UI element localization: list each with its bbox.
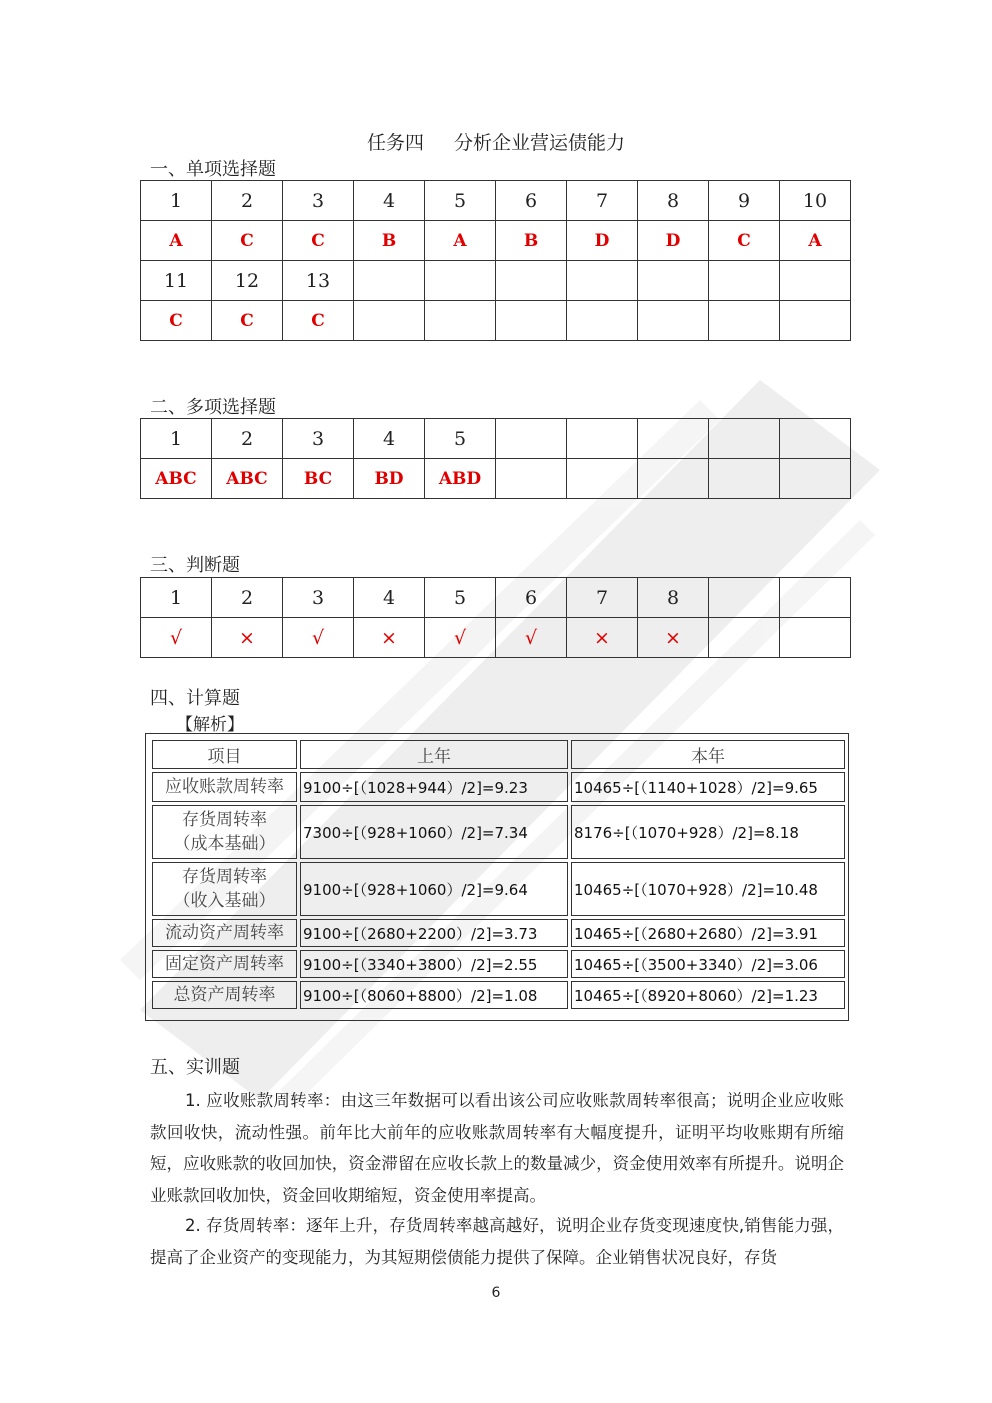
answer-cell (354, 301, 425, 341)
curr-year-value: 10465÷[（8920+8060）/2]=1.23 (571, 981, 845, 1009)
item-name: 应收账款周转率 (152, 772, 297, 802)
answer-cell: × (212, 618, 283, 658)
question-number: 4 (354, 181, 425, 221)
answer-cell: BC (283, 459, 354, 499)
curr-year-value: 8176÷[（1070+928）/2]=8.18 (571, 805, 845, 859)
section-multi-choice-title: 二、多项选择题 (150, 397, 276, 418)
answer-cell: D (638, 221, 709, 261)
answer-cell (780, 301, 851, 341)
answer-cell (709, 618, 780, 658)
prev-year-value: 9100÷[（1028+944）/2]=9.23 (300, 772, 568, 802)
answer-cell: √ (496, 618, 567, 658)
item-name: 存货周转率 （收入基础） (152, 862, 297, 916)
analysis-label: 【解析】 (176, 715, 244, 735)
multi-choice-table (140, 418, 851, 499)
page-title (0, 128, 992, 155)
table-row (152, 772, 845, 802)
answer-cell (496, 459, 567, 499)
section-single-choice-title: 一、单项选择题 (150, 159, 276, 180)
answer-cell (496, 301, 567, 341)
question-number (496, 419, 567, 459)
answer-cell: B (496, 221, 567, 261)
question-number: 3 (283, 578, 354, 618)
prev-year-value: 9100÷[（8060+8800）/2]=1.08 (300, 981, 568, 1009)
table-row (152, 981, 845, 1009)
answer-cell: C (283, 221, 354, 261)
curr-year-value: 10465÷[（3500+3340）/2]=3.06 (571, 950, 845, 978)
question-number: 1 (141, 419, 212, 459)
question-number: 8 (638, 181, 709, 221)
question-number (638, 261, 709, 301)
question-number (709, 261, 780, 301)
question-number: 4 (354, 419, 425, 459)
question-number: 8 (638, 578, 709, 618)
question-number: 13 (283, 261, 354, 301)
answer-cell: ABC (141, 459, 212, 499)
answer-cell: C (283, 301, 354, 341)
table-row (141, 419, 851, 459)
answer-cell: √ (141, 618, 212, 658)
answer-cell (425, 301, 496, 341)
item-name: 流动资产周转率 (152, 919, 297, 947)
question-number: 10 (780, 181, 851, 221)
prev-year-value: 9100÷[（3340+3800）/2]=2.55 (300, 950, 568, 978)
answer-cell: C (709, 221, 780, 261)
header-curr-year: 本年 (571, 740, 845, 769)
answer-cell (709, 301, 780, 341)
question-number: 2 (212, 578, 283, 618)
answer-cell (567, 301, 638, 341)
table-row (152, 805, 845, 859)
question-number (709, 419, 780, 459)
item-name: 总资产周转率 (152, 981, 297, 1009)
question-number: 5 (425, 578, 496, 618)
practice-paragraph-2: 2. 存货周转率：逐年上升，存货周转率越高越好，说明企业存货变现速度快,销售能力强，提高了企业资产的变现能力，为其短期偿债能力提供了保障。企业销售状况良好，存货 (150, 1216, 844, 1267)
table-row (141, 578, 851, 618)
question-number: 1 (141, 578, 212, 618)
answer-cell: √ (425, 618, 496, 658)
table-row (141, 181, 851, 221)
prev-year-value: 9100÷[（2680+2200）/2]=3.73 (300, 919, 568, 947)
question-number: 2 (212, 419, 283, 459)
table-header-row (152, 740, 845, 769)
table-row (141, 618, 851, 658)
question-number (496, 261, 567, 301)
answer-cell: B (354, 221, 425, 261)
answer-cell (709, 459, 780, 499)
table-row (152, 950, 845, 978)
answer-cell: ABC (212, 459, 283, 499)
curr-year-value: 10465÷[（2680+2680）/2]=3.91 (571, 919, 845, 947)
header-item: 项目 (152, 740, 297, 769)
prev-year-value: 7300÷[（928+1060）/2]=7.34 (300, 805, 568, 859)
answer-cell: × (354, 618, 425, 658)
question-number: 9 (709, 181, 780, 221)
question-number: 4 (354, 578, 425, 618)
answer-cell: × (567, 618, 638, 658)
answer-cell: A (780, 221, 851, 261)
answer-cell (780, 618, 851, 658)
table-row (152, 919, 845, 947)
answer-cell (638, 301, 709, 341)
question-number: 11 (141, 261, 212, 301)
section-practice-title: 五、实训题 (150, 1057, 240, 1078)
question-number: 3 (283, 181, 354, 221)
answer-cell: √ (283, 618, 354, 658)
question-number (425, 261, 496, 301)
question-number (780, 261, 851, 301)
question-number (638, 419, 709, 459)
curr-year-value: 10465÷[（1070+928）/2]=10.48 (571, 862, 845, 916)
table-row (141, 221, 851, 261)
question-number (567, 419, 638, 459)
question-number: 7 (567, 578, 638, 618)
item-name: 存货周转率 （成本基础） (152, 805, 297, 859)
question-number (780, 578, 851, 618)
practice-paragraph-1: 1. 应收账款周转率：由这三年数据可以看出该公司应收账款周转率很高；说明企业应收账款回收快，流动性强。前年比大前年的应收账款周转率有大幅度提升，证明平均收账期有所缩短，应收账款的收回加快，资金滞留在应收长款上的数量减少，资金使用效率有所提升。说明企业账款回收加快，资金回收期缩短，资金使用率提高。 (150, 1091, 844, 1205)
answer-cell (567, 459, 638, 499)
answer-cell: C (212, 221, 283, 261)
question-number: 6 (496, 578, 567, 618)
answer-cell: A (141, 221, 212, 261)
question-number: 1 (141, 181, 212, 221)
answer-cell: C (141, 301, 212, 341)
question-number (567, 261, 638, 301)
question-number: 5 (425, 419, 496, 459)
task-number: 任务四 (366, 132, 424, 154)
question-number: 12 (212, 261, 283, 301)
header-prev-year: 上年 (300, 740, 568, 769)
answer-cell (638, 459, 709, 499)
prev-year-value: 9100÷[（928+1060）/2]=9.64 (300, 862, 568, 916)
answer-cell: ABD (425, 459, 496, 499)
table-row (141, 301, 851, 341)
question-number: 3 (283, 419, 354, 459)
question-number (780, 419, 851, 459)
question-number (354, 261, 425, 301)
question-number: 5 (425, 181, 496, 221)
true-false-table (140, 577, 851, 658)
question-number: 7 (567, 181, 638, 221)
task-name: 分析企业营运债能力 (454, 132, 626, 154)
answer-cell: C (212, 301, 283, 341)
answer-cell: A (425, 221, 496, 261)
section-true-false-title: 三、判断题 (150, 555, 240, 576)
question-number: 6 (496, 181, 567, 221)
question-number: 2 (212, 181, 283, 221)
calc-table-frame (145, 733, 849, 1021)
table-row (152, 862, 845, 916)
item-name: 固定资产周转率 (152, 950, 297, 978)
section-calc-title: 四、计算题 (150, 688, 240, 709)
calc-table (149, 737, 848, 1012)
answer-cell (780, 459, 851, 499)
answer-cell: D (567, 221, 638, 261)
answer-cell: BD (354, 459, 425, 499)
answer-cell: × (638, 618, 709, 658)
question-number (709, 578, 780, 618)
page-number: 6 (491, 1285, 501, 1301)
curr-year-value: 10465÷[（1140+1028）/2]=9.65 (571, 772, 845, 802)
table-row (141, 261, 851, 301)
single-choice-table (140, 180, 851, 341)
table-row (141, 459, 851, 499)
